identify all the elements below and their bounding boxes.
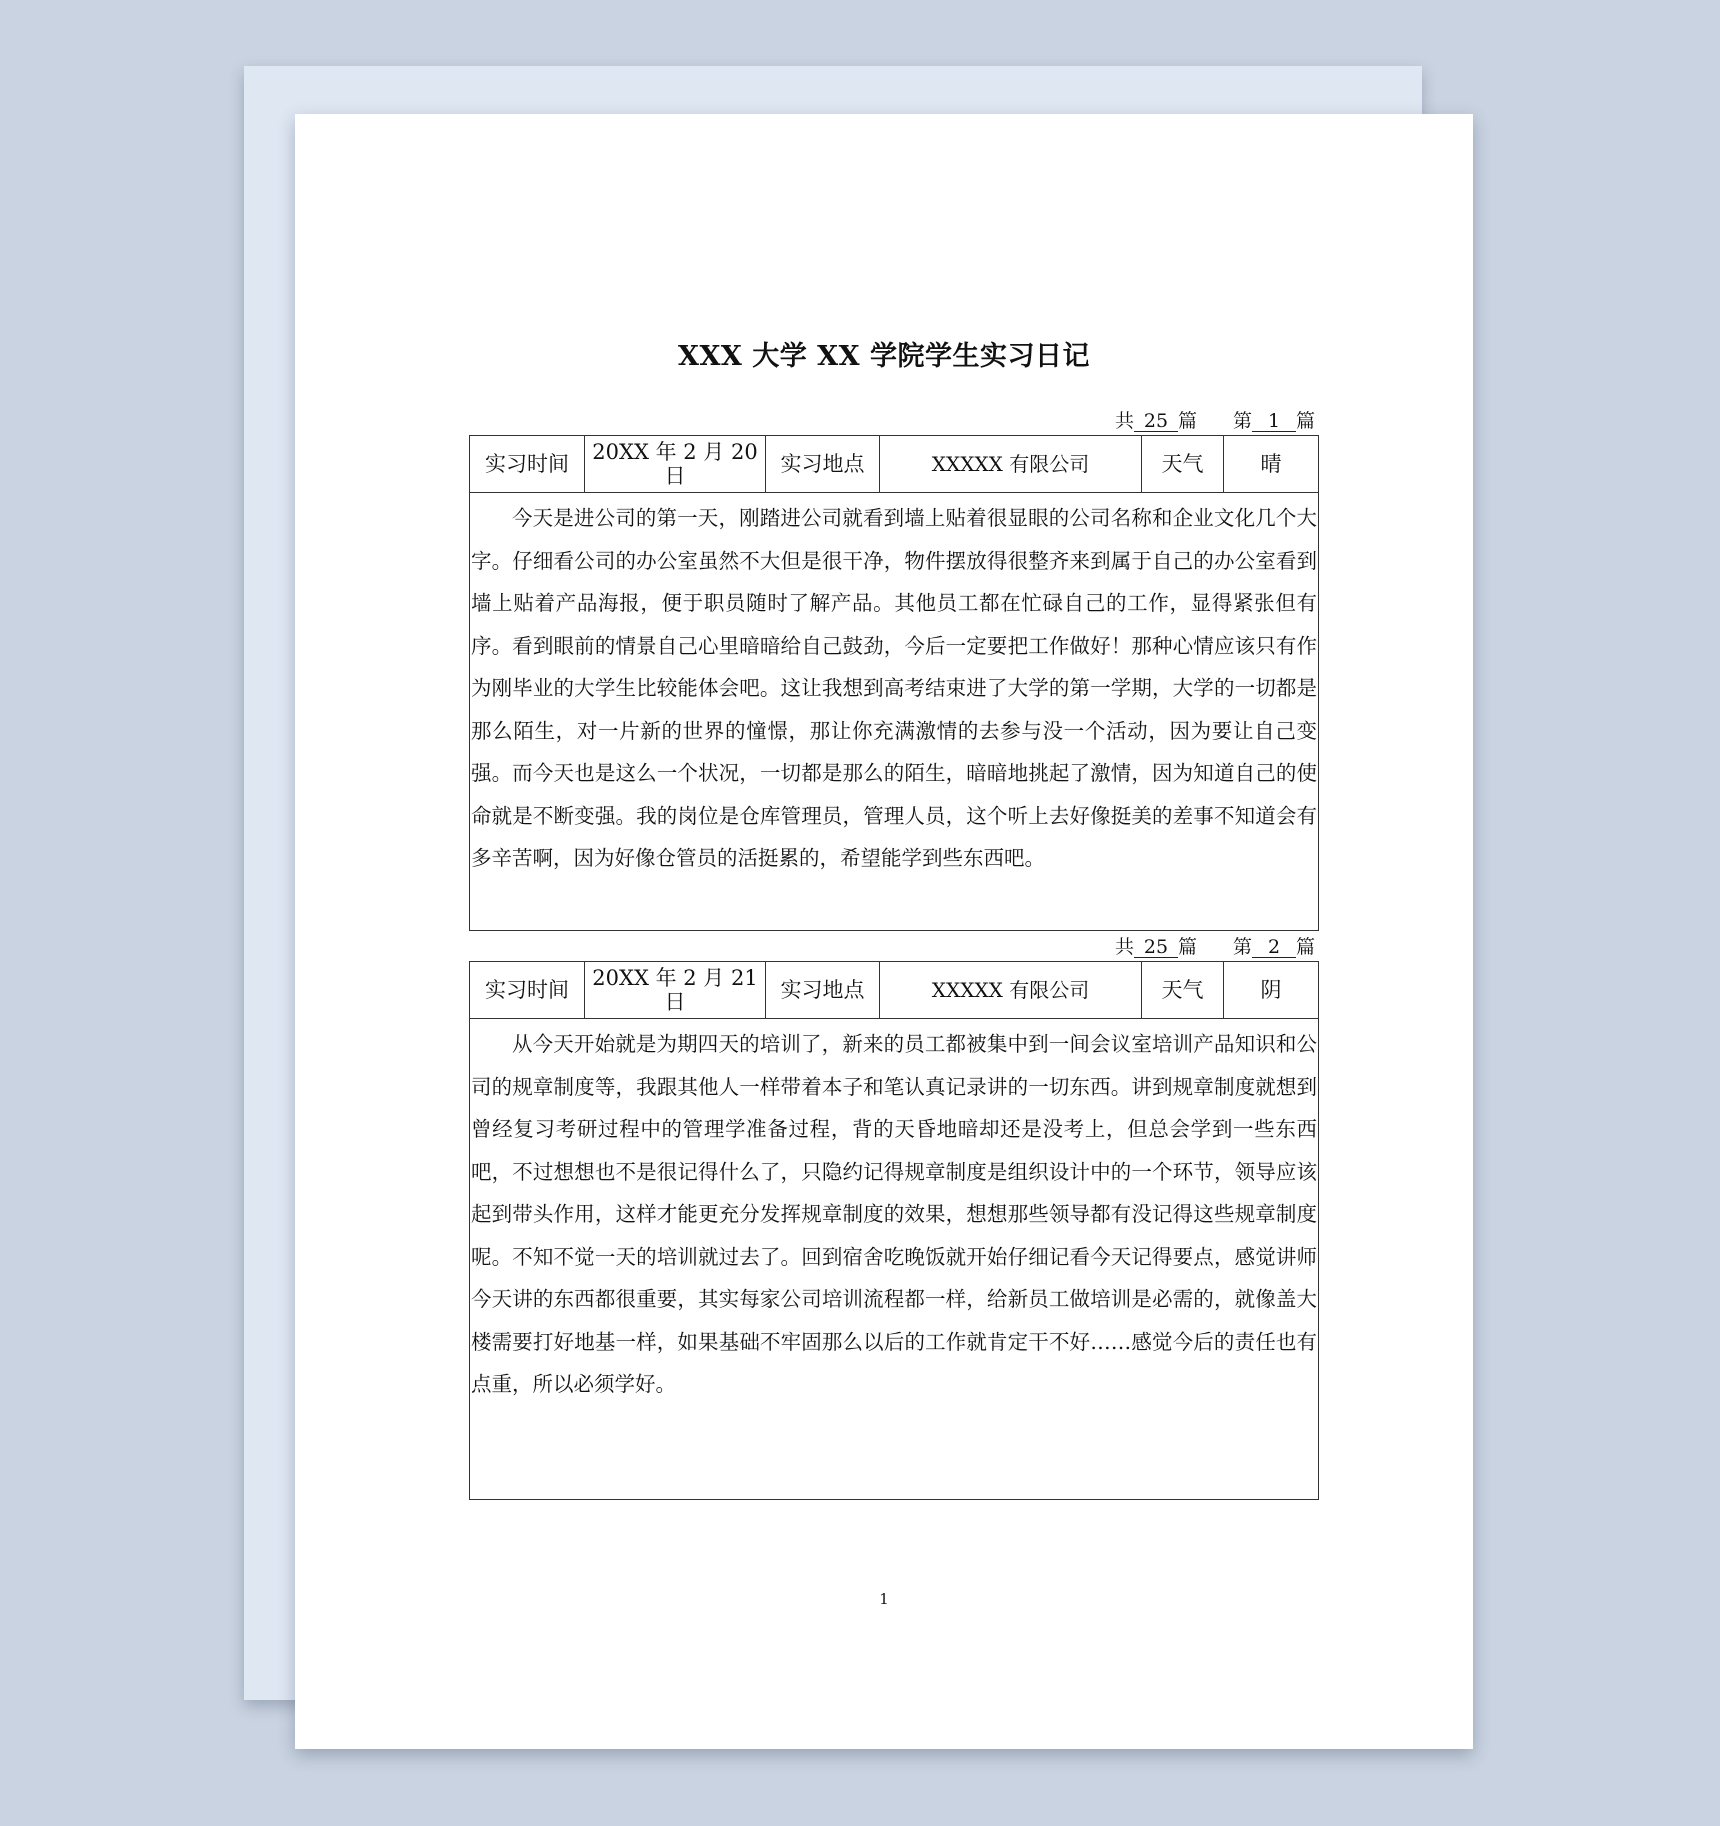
entry-counter: [469, 408, 1315, 434]
page-number: 1: [879, 1590, 889, 1608]
total-suffix: 篇: [1177, 410, 1197, 432]
total-count: 25: [1134, 937, 1178, 958]
total-prefix: 共: [1114, 410, 1134, 432]
time-label: 实习时间: [470, 436, 585, 492]
entry-header-row: [470, 436, 1318, 493]
total-suffix: 篇: [1177, 936, 1197, 958]
place-value: XXXXX 有限公司: [880, 436, 1142, 492]
date-value: 20XX 年 2 月 21 日: [585, 962, 766, 1018]
entry-index: 2: [1252, 937, 1296, 958]
diary-entry: [469, 961, 1319, 1500]
entry-counter: [469, 934, 1315, 960]
index-prefix: 第: [1232, 410, 1252, 432]
place-label: 实习地点: [766, 436, 880, 492]
entry-text: 今天是进公司的第一天，刚踏进公司就看到墙上贴着很显眼的公司名称和企业文化几个大字。仔细看公司的办公室虽然不大但是很干净，物件摆放得很整齐来到属于自己的办公室看到墙上贴着产品海报，便于职员随时了解产品。其他员工都在忙碌自己的工作，显得紧张但有序。看到眼前的情景自己心里暗暗给自己鼓劲，今后一定要把工作做好！那种心情应该只有作为刚毕业的大学生比较能体会吧。这让我想到高考结束进了大学的第一学期，大学的一切都是那么陌生，对一片新的世界的憧憬，那让你充满激情的去参与没一个活动，因为要让自己变强。而今天也是这么一个状况，一切都是那么的陌生，暗暗地挑起了激情，因为知道自己的使命就是不断变强。我的岗位是仓库管理员，管理人员，这个听上去好像挺美的差事不知道会有多辛苦啊，因为好像仓管员的活挺累的，希望能学到些东西吧。: [471, 506, 1317, 870]
entry-header-row: [470, 962, 1318, 1019]
index-suffix: 篇: [1295, 936, 1315, 958]
entry-text: 从今天开始就是为期四天的培训了，新来的员工都被集中到一间会议室培训产品知识和公司的规章制度等，我跟其他人一样带着本子和笔认真记录讲的一切东西。讲到规章制度就想到曾经复习考研过程中的管理学准备过程，背的天昏地暗却还是没考上，但总会学到一些东西吧，不过想想也不是很记得什么了，只隐约记得规章制度是组织设计中的一个环节，领导应该起到带头作用，这样才能更充分发挥规章制度的效果，想想那些领导都有没记得这些规章制度呢。不知不觉一天的培训就过去了。回到宿舍吃晚饭就开始仔细记看今天记得要点，感觉讲师今天讲的东西都很重要，其实每家公司培训流程都一样，给新员工做培训是必需的，就像盖大楼需要打好地基一样，如果基础不牢固那么以后的工作就肯定干不好……感觉今后的责任也有点重，所以必须学好。: [471, 1032, 1317, 1396]
entry-index: 1: [1252, 411, 1296, 432]
total-count: 25: [1134, 411, 1178, 432]
place-value: XXXXX 有限公司: [880, 962, 1142, 1018]
total-prefix: 共: [1114, 936, 1134, 958]
weather-label: 天气: [1142, 962, 1224, 1018]
document-page: [295, 114, 1473, 1749]
weather-value: 阴: [1260, 978, 1282, 1002]
time-label: 实习时间: [470, 962, 585, 1018]
index-prefix: 第: [1232, 936, 1252, 958]
document-title: XXX 大学 XX 学院学生实习日记: [678, 341, 1090, 372]
place-label: 实习地点: [766, 962, 880, 1018]
index-suffix: 篇: [1295, 410, 1315, 432]
diary-entry: [469, 435, 1319, 931]
weather-value: 晴: [1260, 452, 1282, 476]
date-value: 20XX 年 2 月 20 日: [585, 436, 766, 492]
weather-label: 天气: [1142, 436, 1224, 492]
